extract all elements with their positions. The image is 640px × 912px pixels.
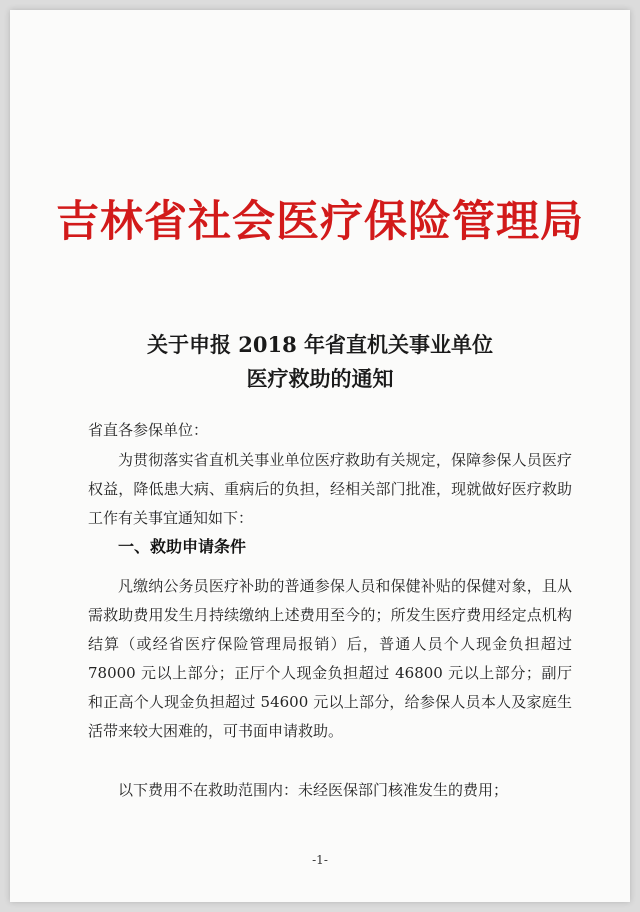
notice-title-line-1: 关于申报 2018 年省直机关事业单位: [146, 332, 494, 357]
page-number: -1-: [312, 853, 328, 867]
intro-paragraph: 为贯彻落实省直机关事业单位医疗救助有关规定，保障参保人员医疗权益，降低患大病、重病后的负担，经相关部门批准，现就做好医疗救助工作有关事宜通知如下：: [88, 451, 572, 527]
exclusions-paragraph: 以下费用不在救助范围内：未经医保部门核准发生的费用；: [118, 781, 509, 799]
issuing-agency-header: 吉林省社会医疗保险管理局: [56, 197, 584, 247]
salutation: 省直各参保单位：: [88, 421, 209, 439]
section-heading: 一、救助申请条件: [118, 537, 247, 556]
notice-title-line-2: 医疗救助的通知: [246, 366, 394, 391]
document-page: [10, 10, 630, 902]
notice-title: [10, 328, 630, 396]
conditions-paragraph: 凡缴纳公务员医疗补助的普通参保人员和保健补贴的保健对象，且从需救助费用发生月持续缴纳上述费用至今的；所发生医疗费用经定点机构结算（或经省医疗保险管理局报销）后，普通人员个人现金负担超过 78000 元以上部分；正厅个人现金负担超过 46800 元以上部分；副厅和正高个人现金负担超过 54600 元以上部分，给参保人员本人及家庭生活带来较大困难的，可书面申请救助。: [88, 577, 572, 740]
